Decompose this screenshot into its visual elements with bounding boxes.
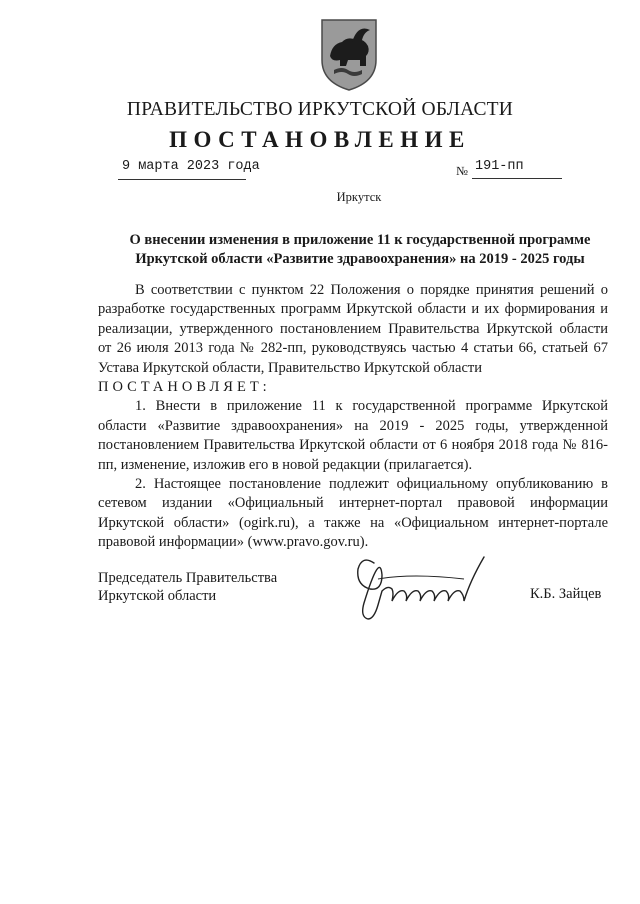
signer-title [98,569,277,605]
document-body [98,281,608,553]
clause-1-paragraph: 1. Внести в приложение 11 к государственной программе Иркутской области «Развитие здравоохранения» на 2019 - 2025 годы, утвержденной постановлением Правительства Иркутской области от 6 ноября 2018 года № 816-пп, изменение, изложив его в новой редакции (прилагается). [98,398,608,473]
signer-name: К.Б. Зайцев [530,586,602,602]
clause-2-paragraph: 2. Настоящее постановление подлежит официальному опубликованию в сетевом издании «Официальный интернет-портал правовой информации Иркутской области» (ogirk.ru), а также на «Официальном интернет-портале правовой информации» (www.pravo.gov.ru). [98,476,608,551]
city-name: Иркутск [336,190,382,204]
signature-icon [352,545,502,625]
number-underline [472,178,562,179]
signer-title-line-1: Председатель Правительства [98,570,278,586]
coat-of-arms-icon [318,16,380,92]
document-type-title: ПОСТАНОВЛЕНИЕ [169,127,471,152]
signer-title-line-2: Иркутской области [98,588,217,604]
document-subject: О внесении изменения в приложение 11 к государственной программе Иркутской области «Развитие здравоохранения» на 2019 - 2025 годы [129,232,591,267]
preamble-paragraph: В соответствии с пунктом 22 Положения о порядке принятия решений о разработке государственных программ Иркутской области и их формирования и реализации, утвержденного постановлением Правительства Иркутской области от 26 июля 2013 года № 282-пп, руководствуясь частью 4 статьи 66, статьей 67 Устава Иркутской области, Правительство Иркутской области [98,282,608,376]
government-name: ПРАВИТЕЛЬСТВО ИРКУТСКОЙ ОБЛАСТИ [126,99,514,120]
number-sign: № [456,164,468,178]
document-date: 9 марта 2023 года [122,159,260,174]
date-underline [118,179,246,180]
resolves-heading: ПОСТАНОВЛЯЕТ: [98,379,271,396]
document-number: 191-пп [475,159,524,174]
